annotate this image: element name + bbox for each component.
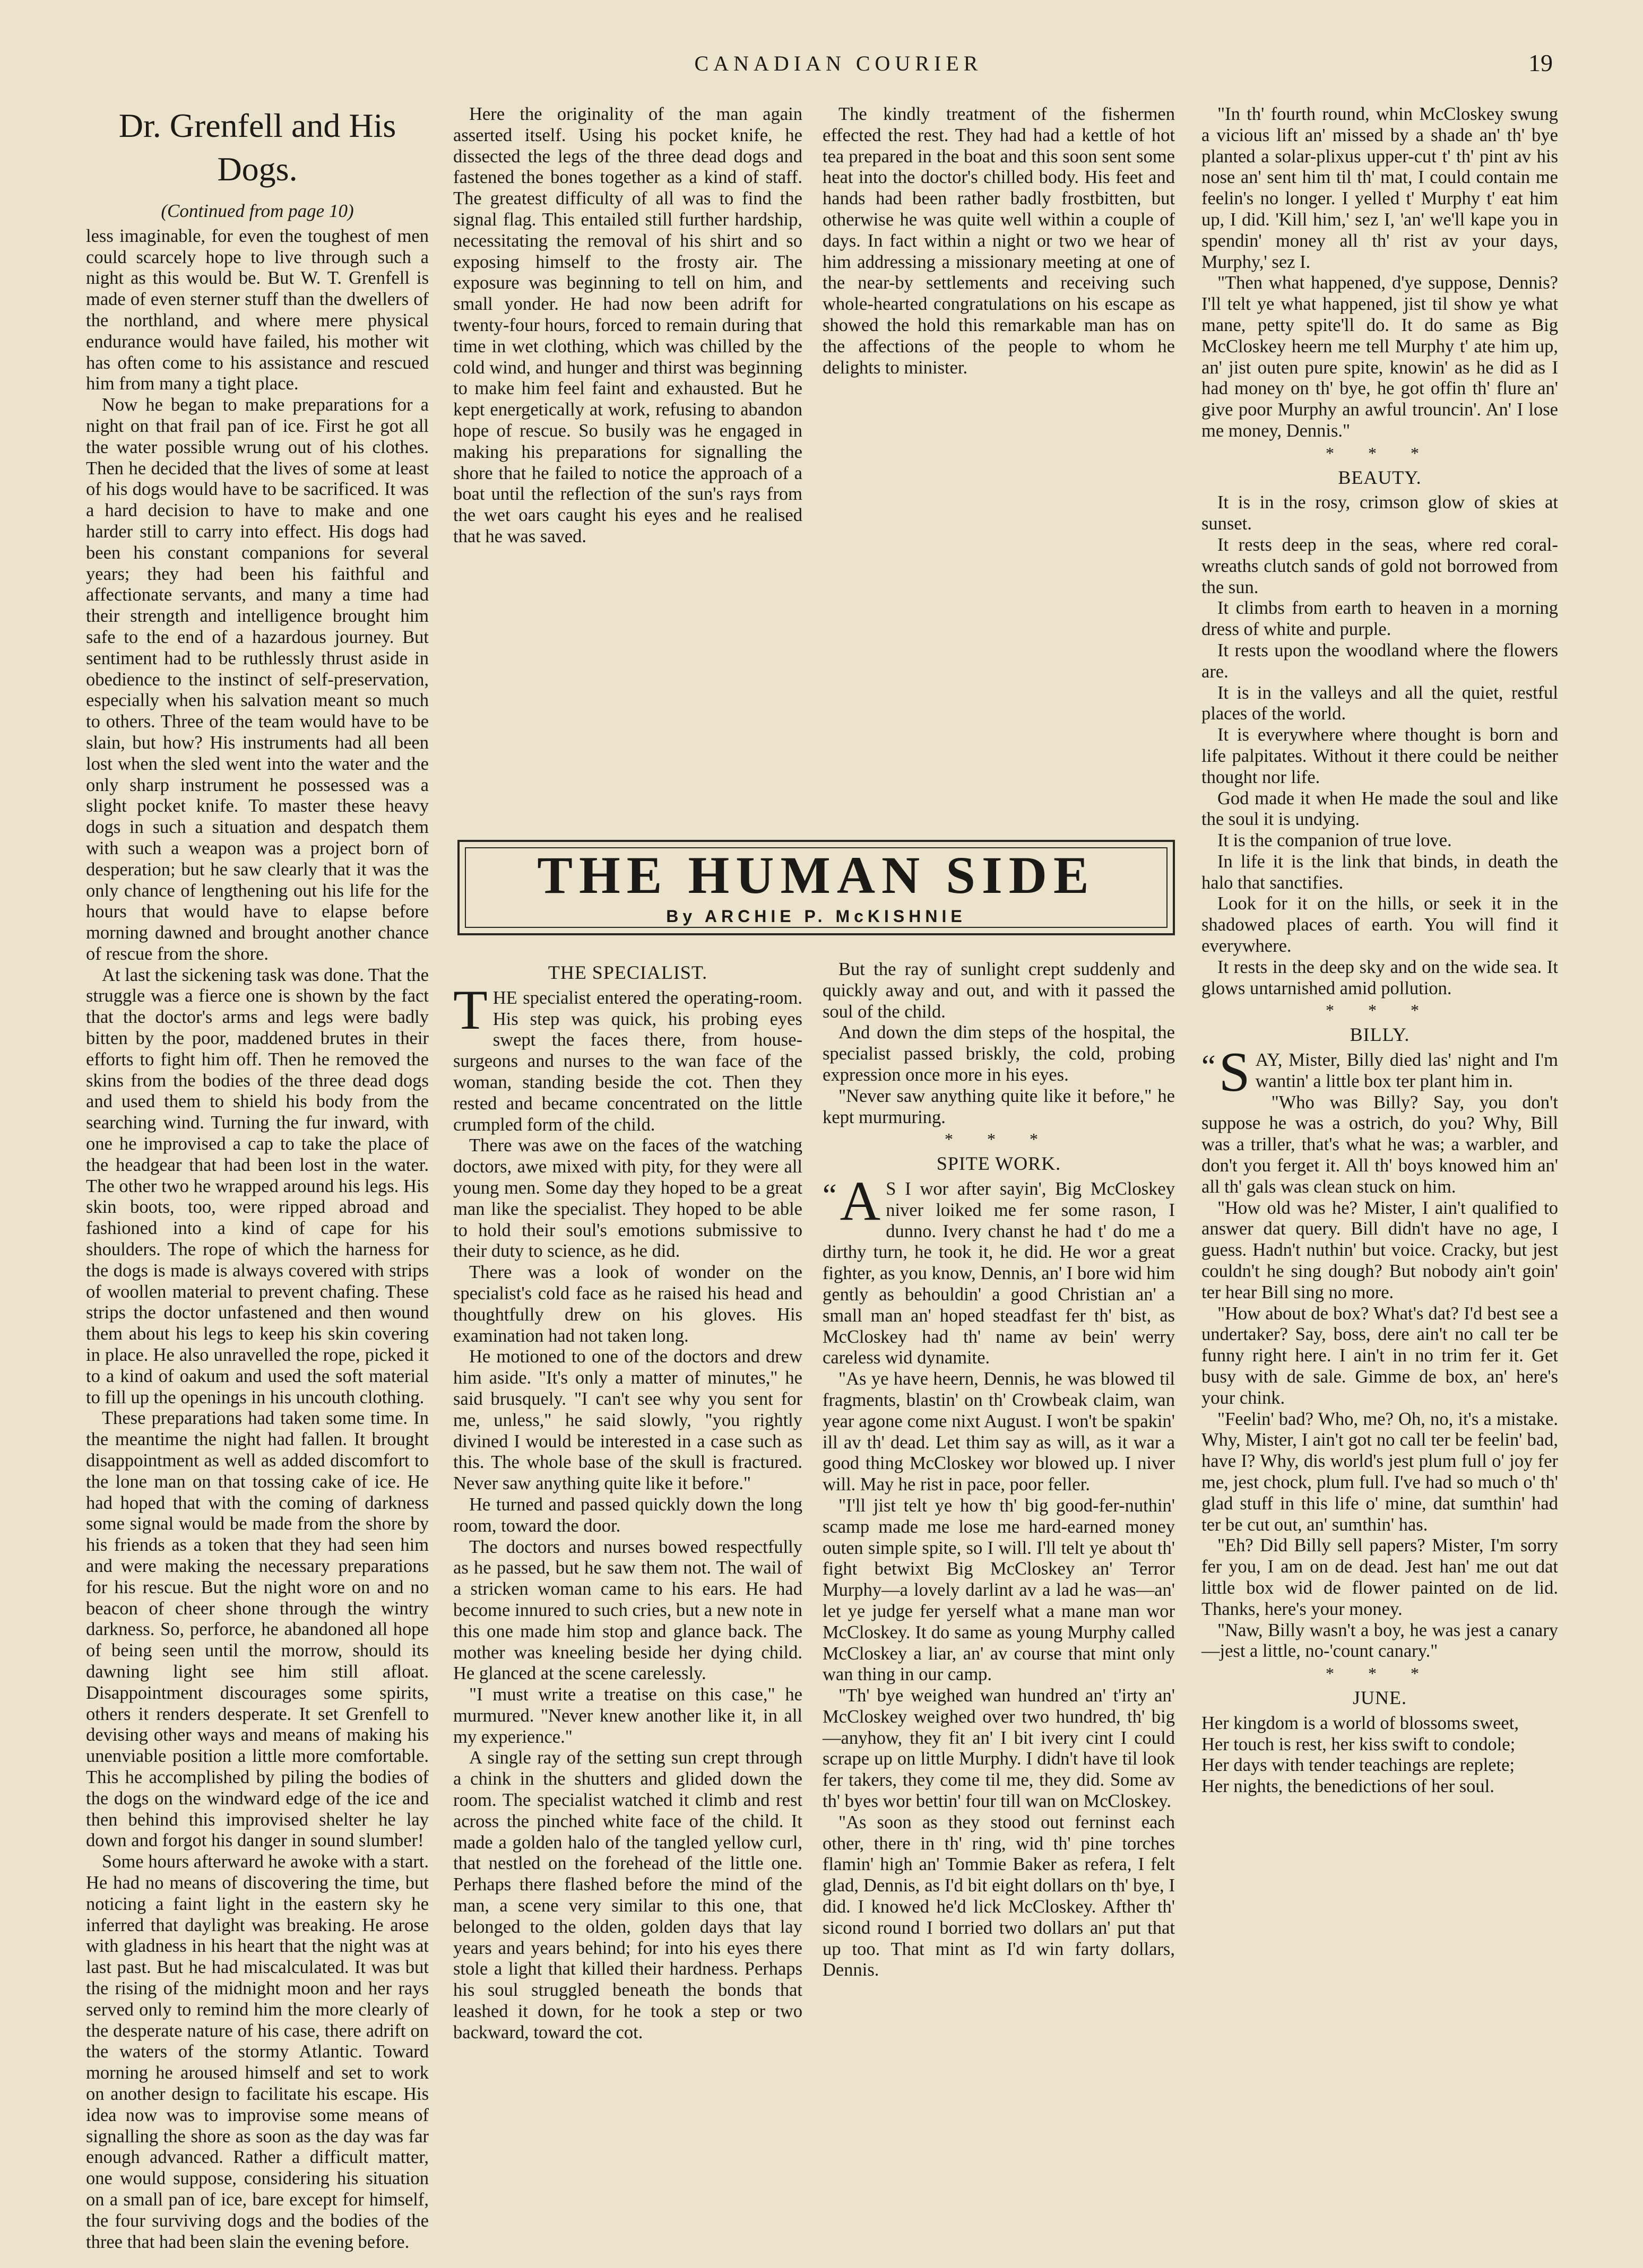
article-paragraph: "In th' fourth round, whin McCloskey swung a vicious lift an' missed by a shade an' th' bye planted a solar-plixus upper-cut t' th' pint av his nose an' sent him til th' mat, I could contain me feelin's no longer. I yelled t' Murphy t' eat him up, I did. 'Kill him,' sez I, 'an' we'll kape you in spendin' money all th' rist av your days, Murphy,' sez I. xyxy=(1201,104,1558,272)
column-3-bottom xyxy=(823,959,1175,2179)
article-title: Dr. Grenfell and His Dogs. xyxy=(118,107,396,188)
section-heading-billy: BILLY. xyxy=(1350,1024,1410,1046)
article-paragraph: Some hours afterward he awoke with a start. He had no means of discovering the time, but noticing a faint light in the eastern sky he inferred that daylight was breaking. He arose with gladness in his heart that the night was at last past. But he had miscalculated. It was but the rising of the midnight moon and her rays served only to remind him the more clearly of the desperate nature of his case, there adrift on the waters of the stormy Atlantic. Toward morning he aroused himself and set to work on another design to facilitate his escape. His idea now was to improvise some means of signalling the shore as soon as the day was far enough advanced. Rather a difficult matter, one would suppose, considering his situation on a small pan of ice, bare except for himself, the four surviving dogs and the bodies of the three that had been slain the evening before. xyxy=(86,1852,429,2252)
column-3-top xyxy=(823,104,1175,779)
feature-title-box xyxy=(457,840,1175,935)
article-paragraph: "As soon as they stood out ferninst each other, there in th' ring, wid th' pine torches flamin' high an' Tommie Baker as refera, I felt glad, Dennis, as I'd bit eight dollars on th' bye, I did. I knowed he'd lick McCloskey. Afther th' sicond round I borried two dollars an' put that up too. That mint as I'd win farty dollars, Dennis. xyxy=(823,1812,1175,1980)
article-paragraph: There was a look of wonder on the specialist's cold face as he raised his head and thoughtfully drew on his gloves. His examination had not taken long. xyxy=(453,1262,802,1346)
article-paragraph: A single ray of the setting sun crept through a chink in the shutters and glided down the room. The specialist watched it climb and rest across the pinched white face of the child. It made a golden halo of the tangled yellow curl, that nestled on the forehead of the little one. Perhaps there flashed before the mind of the man, a scene very similar to this one, that belonged to the olden, golden days that lay years and years behind; for into his eyes there stole a light that killed their hardness. Perhaps his soul struggled beneath the bonds that leashed it down, for he took a step or two backward, toward the cot. xyxy=(453,1748,802,2043)
article-paragraph: "Then what happened, d'ye suppose, Dennis? I'll telt ye what happened, jist til show ye what mane, petty spite'll do. It do same as Big McCloskey heern me tell Murphy t' ate him up, an' jist outen pure spite, knowin' as he did as I had money on th' bye, he got offin th' flure an' give poor Murphy an awful trouncin'. An' I lose me money, Dennis." xyxy=(1201,273,1558,441)
article-paragraph: It is everywhere where thought is born and life palpitates. Without it there could be neither thought nor life. xyxy=(1201,725,1558,787)
section-divider: * * * xyxy=(1326,1664,1434,1683)
article-paragraph: "I must write a treatise on this case," he murmured. "Never knew another like it, in all my experience." xyxy=(453,1684,802,1747)
article-paragraph: "Feelin' bad? Who, me? Oh, no, it's a mistake. Why, Mister, I ain't got no call ter be feelin' bad, have I? Why, dis world's jest plum full o' joy fer me, jest chock, plum full. I've had so much o' th' glad stuff in this life o' mine, dat sumthin' had ter be cut out, an' sumthin' has. xyxy=(1201,1409,1558,1535)
article-paragraph: THE specialist entered the operating-room. His step was quick, his probing eyes swept the faces there, from house-surgeons and nurses to the wan face of the woman, standing beside the cot. Then they rested and became concentrated on the little crumpled form of the child. xyxy=(453,978,802,1135)
page-number: 19 xyxy=(1528,49,1553,76)
article-paragraph: "How about de box? What's dat? I'd best see a undertaker? Say, boss, dere ain't no call ter be funny right here. I ain't in no trim fer it. Get busy with de sale. Gimme de box, an' here's your chink. xyxy=(1201,1303,1558,1408)
article-paragraph: Look for it on the hills, or seek it in the shadowed places of earth. You will find it everywhere. xyxy=(1201,893,1558,957)
feature-title: THE HUMAN SIDE xyxy=(537,846,1095,905)
article-paragraph: In life it is the link that binds, in death the halo that sanctifies. xyxy=(1201,851,1558,893)
feature-byline: By ARCHIE P. McKISHNIE xyxy=(666,907,966,926)
column-2-bottom xyxy=(453,959,802,2179)
article-paragraph: It rests upon the woodland where the flowers are. xyxy=(1201,640,1558,682)
article-paragraph: There was awe on the faces of the watching doctors, awe mixed with pity, for they were all young men. Some day they hoped to be a great man like the specialist. They hoped to be able to hold their soul's emotions submissive to their duty to science, as he did. xyxy=(453,1135,802,1262)
poem-line: Her kingdom is a world of blossoms sweet, xyxy=(1201,1713,1519,1733)
section-divider: * * * xyxy=(945,1129,1053,1149)
article-paragraph: But the ray of sunlight crept suddenly and quickly away and out, and with it passed the soul of the child. xyxy=(823,959,1175,1022)
article-paragraph: He motioned to one of the doctors and drew him aside. "It's only a matter of minutes," he said brusquely. "I can't see why you sent for me, unless," he said slowly, "you rightly divined I would be interested in a case such as this. The whole base of the skull is fractured. Never saw anything quite like it before." xyxy=(453,1346,802,1494)
article-paragraph: "Naw, Billy wasn't a boy, he was jest a canary—jest a little, no-'count canary." xyxy=(1201,1620,1558,1662)
poem-line: Her touch is rest, her kiss swift to condole; xyxy=(1201,1734,1516,1754)
section-heading-beauty: BEAUTY. xyxy=(1338,466,1422,488)
section-divider: * * * xyxy=(1326,1001,1434,1020)
column-2-top xyxy=(453,104,802,779)
article-paragraph: "I'll jist telt ye how th' big good-fer-nuthin' scamp made me lose me hard-earned money outen simple spite, so I will. I'll telt ye about th' fight betwixt Big McCloskey an' Terror Murphy—a lovely darlint av a lad he was—an' let ye judge fer yerself what a mane man wor McCloskey. It do same as young Murphy called McCloskey a liar, an' av course that mint only wan thing in our camp. xyxy=(823,1495,1175,1685)
drop-cap: T xyxy=(453,978,488,1041)
column-4 xyxy=(1201,104,1558,2205)
article-paragraph: It rests deep in the seas, where red coral-wreaths clutch sands of gold not borrowed from the sun. xyxy=(1201,534,1558,597)
article-paragraph: He turned and passed quickly down the long room, toward the door. xyxy=(453,1494,802,1536)
article-paragraph: “ A S I wor after sayin', Big McCloskey niver loiked me fer some rason, I dunno. Ivery chanst he had t' do me a dirthy turn, he took it, he did. He wor a great fighter, as you know, Dennis, an' I bore wid him gently as behouldin' a good Christian an' a small man an' hoped steadfast fer th' bist, as McCloskey had th' name av bein' werry careless wid dynamite. xyxy=(823,1169,1175,1368)
article-paragraph: God made it when He made the soul and like the soul it is undying. xyxy=(1201,788,1558,830)
article-paragraph: less imaginable, for even the toughest of men could scarcely hope to live through such a night as this would be. But W. T. Grenfell is made of even sterner stuff than the dwellers of the northland, and where mere physical endurance would have failed, his mother wit has often come to his assistance and rescued him from many a tight place. xyxy=(86,225,429,394)
article-paragraph: It rests in the deep sky and on the wide sea. It glows untarnished amid pollution. xyxy=(1201,957,1558,998)
section-heading-june: JUNE. xyxy=(1353,1687,1407,1708)
article-paragraph: It is in the valleys and all the quiet, restful places of the world. xyxy=(1201,682,1558,724)
article-paragraph: "Who was Billy? Say, you don't suppose he was a ostrich, do you? Why, Bill was a triller, that's what he was; a warbler, and don't you ferget it. All th' boys knowed him an' all th' gals was clean stuck on him. xyxy=(1201,1092,1558,1197)
article-paragraph: Now he began to make preparations for a night on that frail pan of ice. First he got all the water possible wrung out of his clothes. Then he decided that the lives of some at least of his dogs would have to be sacrificed. It was a hard decision to have to make and one harder still to carry into effect. His dogs had been his constant companions for several years; they had been his faithful and affectionate servants, and many a time had their strength and intelligence brought him safe to the end of a hazardous journey. But sentiment had to be ruthlessly thrust aside in obedience to the instinct of self-preservation, especially when his salvation meant so much to others. Three of the team would have to be slain, but how? His instruments had all been lost when the sled went into the water and the only sharp instrument he possessed was a slight pocket knife. To master these heavy dogs in such a situation and despatch them with such a weapon was a project born of desperation; but he saw clearly that it was the only chance of lengthening out his life for the hours that would have to elapse before morning dawned and brought another chance of rescue from the shore. xyxy=(86,395,429,964)
poem-line: Her nights, the benedictions of her soul. xyxy=(1201,1776,1494,1797)
article-paragraph: At last the sickening task was done. That the struggle was a fierce one is shown by the fact that the doctor's arms and legs were badly bitten by the poor, maddened brutes in their efforts to fight him off. Then he removed the skins from the bodies of the three dead dogs and used them to shield his body from the searching wind. Turning the fur inward, with one he improvised a cap to take the place of the headgear that had been lost in the water. The other two he wrapped around his legs. His skin boots, too, were ripped abroad and fashioned into a kind of cape for his shoulders. The rope of which the harness for the dogs is made is always covered with strips of woollen material to prevent chafing. These strips the doctor unfastened and then wound them about his legs to keep his skin covering in place. He also unravelled the rope, picked it to a kind of oakum and used the soft material to fill up the openings in his uncouth clothing. xyxy=(86,964,429,1407)
article-paragraph: The doctors and nurses bowed respectfully as he passed, but he saw them not. The wail of a stricken woman came to his ears. He had become innured to such cries, but a new note in this one made him stop and glance back. The mother was kneeling beside her dying child. He glanced at the scene carelessly. xyxy=(453,1536,802,1684)
section-heading-spite: SPITE WORK. xyxy=(936,1153,1061,1175)
article-paragraph: "How old was he? Mister, I ain't qualified to answer dat query. Bill didn't have no age, I guess. Hadn't nuthin' but voice. Cracky, but jest couldn't he sing dough? But nobody ain't goin' ter hear Bill sing no more. xyxy=(1201,1197,1558,1302)
article-paragraph: The kindly treatment of the fishermen effected the rest. They had had a kettle of hot tea prepared in the boat and this soon sent some heat into the doctor's chilled body. His feet and hands had been rather badly frostbitten, but otherwise he was quite well within a couple of days. In fact within a night or two we hear of him addressing a missionary meeting at one of the near-by settlements and receiving such whole-hearted congratulations on his escape as showed the hold this remarkable man has on the affections of the people to whom he delights to minister. xyxy=(823,104,1175,378)
article-paragraph: "As ye have heern, Dennis, he was blowed til fragments, blastin' on th' Crowbeak claim, wan year agone come nixt August. I won't be spakin' ill av th' dead. Let thim say as will, as it war a good thing McCloskey wor blowed up. I niver will. May he rist in pace, poor feller. xyxy=(823,1369,1175,1495)
article-paragraph: Here the originality of the man again asserted itself. Using his pocket knife, he dissected the legs of the three dead dogs and fastened the bones together as a kind of staff. The greatest difficulty of all was to find the signal flag. This entailed still further hardship, necessitating the removal of his shirt and so exposing himself to the frosty air. The exposure was beginning to tell on him, and small yonder. He had now been adrift for twenty-four hours, forced to remain during that time in wet clothing, which was chilled by the cold wind, and hunger and thirst was beginning to make him feel faint and exhausted. But he kept energetically at work, refusing to abandon hope of rescue. So busily was he engaged in making his preparations for signalling the shore that he failed to notice the approach of a boat until the reflection of the sun's rays from the wet oars caught his eyes and he realised that he was saved. xyxy=(453,104,802,546)
section-divider: * * * xyxy=(1326,443,1434,463)
column-1 xyxy=(86,104,429,2252)
article-paragraph: It is in the rosy, crimson glow of skies at sunset. xyxy=(1201,492,1558,534)
article-paragraph: These preparations had taken some time. In the meantime the night had fallen. It brought disappointment as well as added discomfort to the lone man on that tossing cake of ice. He had hoped that with the coming of darkness some signal would be made from the shore by his friends as a token that they had seen him and were making the necessary preparations for his rescue. But the night wore on and no beacon of cheer shone through the wintry darkness. So, perforce, he abandoned all hope of being seen until the morrow, should its dawning light see him still afloat. Disappointment discourages some spirits, others it renders desperate. It set Grenfell to devising other ways and means of making his unenviable position a little more comfortable. This he accomplished by piling the bodies of the dogs on the windward edge of the ice and then behind this improvised shelter he lay down and forgot his danger in sound slumber! xyxy=(86,1408,429,1851)
article-paragraph: It is the companion of true love. xyxy=(1217,830,1452,851)
drop-cap: A xyxy=(840,1169,881,1232)
poem-line: Her days with tender teachings are replete; xyxy=(1201,1755,1515,1776)
article-paragraph: "Never saw anything quite like it before," he kept murmuring. xyxy=(823,1085,1175,1127)
article-paragraph: "Th' bye weighed wan hundred an' t'irty an' McCloskey weighed over two hundred, th' big—anyhow, they fit an' I bit ivery cint I could scrape up on little Murphy. I didn't have til look fer takers, they come til me, they did. Some av th' byes wor bettin' four till wan on McCloskey. xyxy=(823,1685,1175,1812)
continued-note: (Continued from page 10) xyxy=(161,201,354,221)
article-paragraph: "Eh? Did Billy sell papers? Mister, I'm sorry fer you, I am on de dead. Jest han' me out dat little box wid de flower painted on de lid. Thanks, here's your money. xyxy=(1201,1535,1558,1619)
drop-cap: S xyxy=(1218,1041,1250,1103)
article-paragraph: It climbs from earth to heaven in a morning dress of white and purple. xyxy=(1201,598,1558,640)
section-heading-specialist: THE SPECIALIST. xyxy=(548,962,708,983)
article-paragraph: “ S AY, Mister, Billy died las' night and I'm wantin' a little box ter plant him in. xyxy=(1201,1041,1558,1103)
running-head: CANADIAN COURIER xyxy=(694,51,983,75)
article-paragraph: And down the dim steps of the hospital, the specialist passed briskly, the cold, probing expression once more in his eyes. xyxy=(823,1022,1175,1085)
